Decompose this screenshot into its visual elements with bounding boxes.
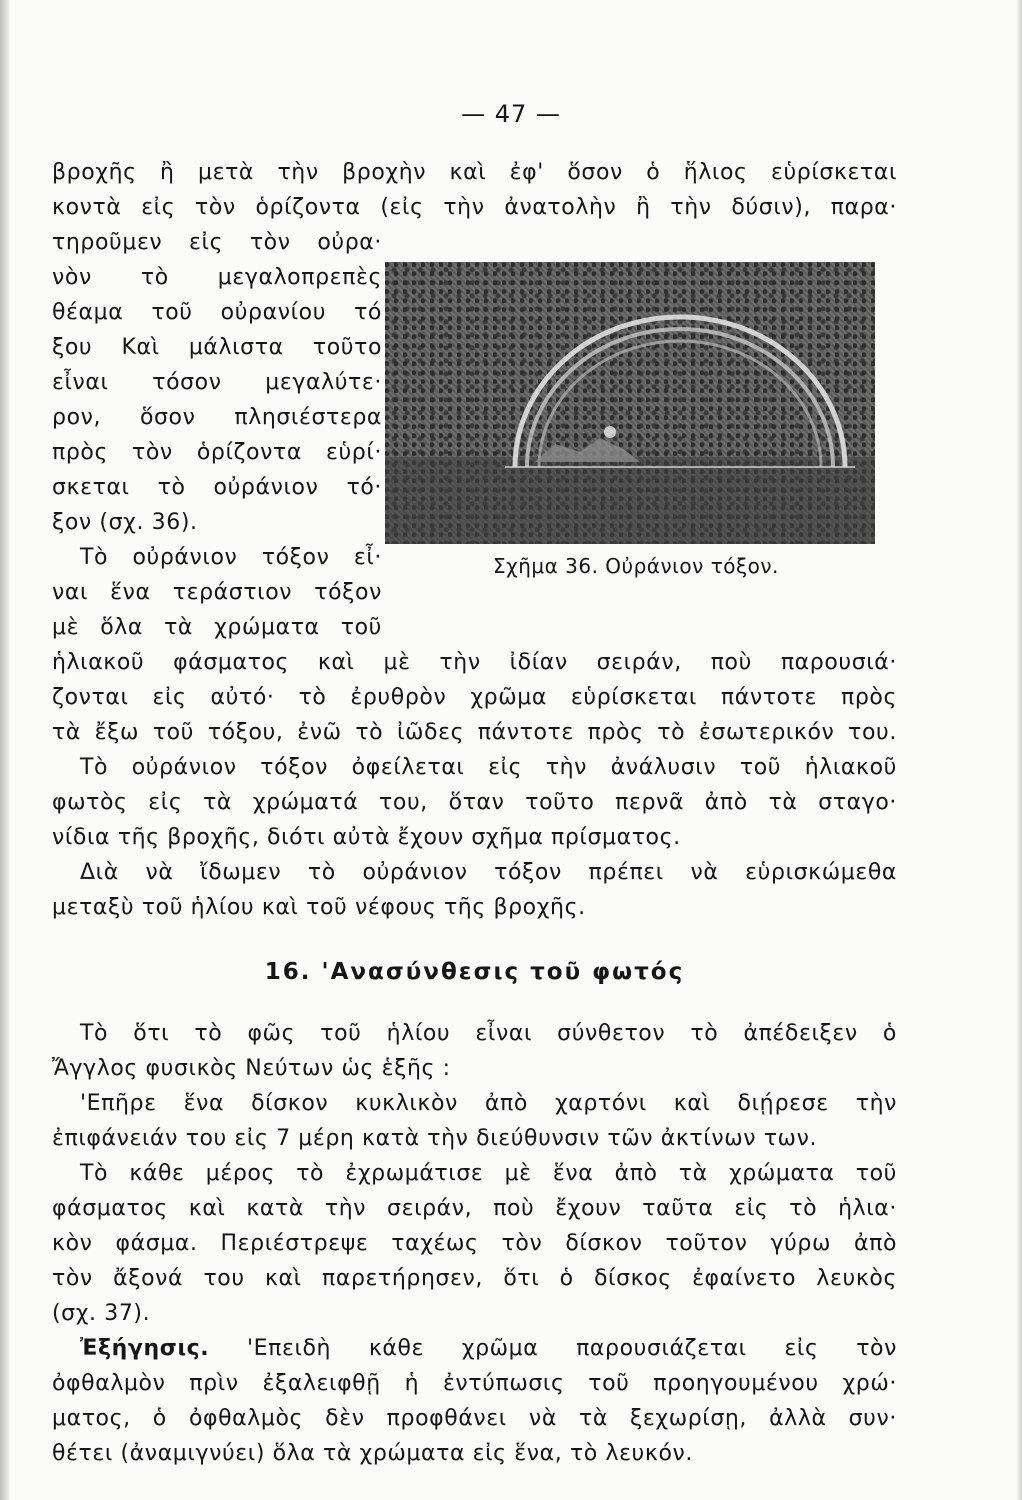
text-line: (σχ. 37). xyxy=(52,1301,151,1326)
text-line: φάσματος καὶ κατὰ τὴν σειράν, ποὺ ἔχουν ταῦτα εἰς τὸ ἡλια· xyxy=(52,1196,897,1221)
paragraph-newton xyxy=(52,1016,897,1086)
page-left-edge xyxy=(0,0,10,1500)
text-line: ξον (σχ. 36). xyxy=(52,510,198,535)
text-line: κὸν φάσμα. Περιέστρεψε ταχέως τὸν δίσκον τοῦτον γύρω ἀπὸ xyxy=(52,1231,897,1256)
text-line: κοντὰ εἰς τὸν ὁρίζοντα (εἰς τὴν ἀνατολὴν ἢ τὴν δύσιν), παρα· xyxy=(52,195,897,220)
text-line: θέτει (ἀναμιγνύει) ὅλα τὰ χρώματα εἰς ἕνα, τὸ λευκόν. xyxy=(52,1441,693,1466)
text-line: νίδια τῆς βροχῆς, διότι αὐτὰ ἔχουν σχῆμα πρίσματος. xyxy=(52,825,681,850)
rainbow-arc-outer xyxy=(515,317,845,467)
text-line: θέαμα τοῦ οὐρανίου τό xyxy=(52,300,382,325)
sea-area xyxy=(385,457,875,544)
text-line: Ἄγγλος φυσικὸς Νεύτων ὡς ἑξῆς : xyxy=(52,1056,451,1081)
text-line: ρον, ὅσον πλησιέστερα xyxy=(52,405,382,430)
paragraph-rainbow-cause xyxy=(52,750,897,855)
rainbow-arc-middle xyxy=(527,329,833,467)
text-line: νὸν τὸ μεγαλοπρεπὲς xyxy=(52,265,382,290)
text-line: σκεται τὸ οὐράνιον τό· xyxy=(52,475,382,500)
text-line: βροχῆς ἢ μετὰ τὴν βροχὴν καὶ ἐφ' ὅσον ὁ ἥλιος εὑρίσκεται xyxy=(52,160,897,185)
page-right-edge xyxy=(1016,0,1022,1500)
text-line: ζονται εἰς αὐτό· τὸ ἐρυθρὸν χρῶμα εὑρίσκεται πάντοτε πρὸς xyxy=(52,685,897,710)
text-line: εἶναι τόσον μεγαλύτε· xyxy=(52,370,382,395)
text-line: ἡλιακοῦ φάσματος καὶ μὲ τὴν ἰδίαν σειράν, ποὺ παρουσιά· xyxy=(52,650,897,675)
text-line: Διὰ νὰ ἴδωμεν τὸ οὐράνιον τόξον πρέπει νὰ εὑρισκώμεθα xyxy=(80,860,897,885)
text-line: ματος, ὁ ὀφθαλμὸς δὲν προφθάνει νὰ τὰ ξεχωρίσῃ, ἀλλὰ συν· xyxy=(52,1406,897,1431)
paragraph-disc xyxy=(52,1086,897,1156)
text-line: ὀφθαλμὸν πρὶν ἐξαλειφθῇ ἡ ἐντύπωσις τοῦ προηγουμένου χρώ· xyxy=(52,1371,897,1396)
section-heading: 16. 'Ανασύνθεσις τοῦ φωτός xyxy=(264,959,685,985)
text-line: Τὸ οὐράνιον τόξον ὀφείλεται εἰς τὴν ἀνάλυσιν τοῦ ἡλιακοῦ xyxy=(80,755,897,780)
text-line: Τὸ οὐράνιον τόξον εἶ· xyxy=(80,545,382,570)
text-line: τὰ ἔξω τοῦ τόξου, ἐνῶ τὸ ἰῶδες πάντοτε πρὸς τὸ ἐσωτερικόν του. xyxy=(52,720,897,745)
rainbow-illustration xyxy=(385,262,875,544)
text-line: Τὸ ὅτι τὸ φῶς τοῦ ἡλίου εἶναι σύνθετον τὸ ἀπέδειξεν ὁ xyxy=(80,1021,897,1046)
text-line: τηροῦμεν εἰς τὸν οὐρα· xyxy=(52,230,382,255)
paragraph-colors xyxy=(52,1156,897,1331)
figure-rainbow xyxy=(385,262,877,578)
text-line: πρὸς τὸν ὁρίζοντα εὑρί· xyxy=(52,440,382,465)
text-line xyxy=(52,1331,897,1366)
ship-silhouette xyxy=(535,438,640,462)
paragraph-rainbow-viewing xyxy=(52,855,897,925)
text-line: μεταξὺ τοῦ ἡλίου καὶ τοῦ νέφους τῆς βροχῆς. xyxy=(52,895,586,920)
paragraph-explanation xyxy=(52,1331,897,1471)
page-number: — 47 — xyxy=(461,100,561,128)
text-line: τὸν ἄξονά του καὶ παρετήρησεν, ὅτι ὁ δίσκος ἐφαίνετο λευκὸς xyxy=(52,1266,897,1291)
light-spot xyxy=(604,426,616,438)
text-line: φωτὸς εἰς τὰ χρώματά του, ὅταν τοῦτο περνᾶ ἀπὸ τὰ σταγο· xyxy=(52,790,897,815)
text-line: ἐπιφάνειάν του εἰς 7 μέρη κατὰ τὴν διεύθυνσιν τῶν ἀκτίνων των. xyxy=(52,1126,818,1151)
text-line: Τὸ κάθε μέρος τὸ ἐχρωμάτισε μὲ ἕνα ἀπὸ τὰ χρώματα τοῦ xyxy=(80,1161,897,1186)
text-line: 'Επῆρε ἕνα δίσκον κυκλικὸν ἀπὸ χαρτόνι καὶ διῄρεσε τὴν xyxy=(80,1091,897,1116)
rainbow-photo xyxy=(385,262,875,544)
text-line: μὲ ὅλα τὰ χρώματα τοῦ xyxy=(52,615,382,640)
text-line: ξου Καὶ μάλιστα τοῦτο xyxy=(52,335,382,360)
explanation-label: Ἐξήγησις. xyxy=(80,1336,210,1361)
explanation-line-rest: 'Επειδὴ κάθε χρῶμα παρουσιάζεται εἰς τὸν xyxy=(246,1336,898,1361)
figure-caption: Σχῆμα 36. Οὐράνιον τόξον. xyxy=(493,554,779,578)
text-line: ναι ἕνα τεράστιον τόξον xyxy=(52,580,382,605)
